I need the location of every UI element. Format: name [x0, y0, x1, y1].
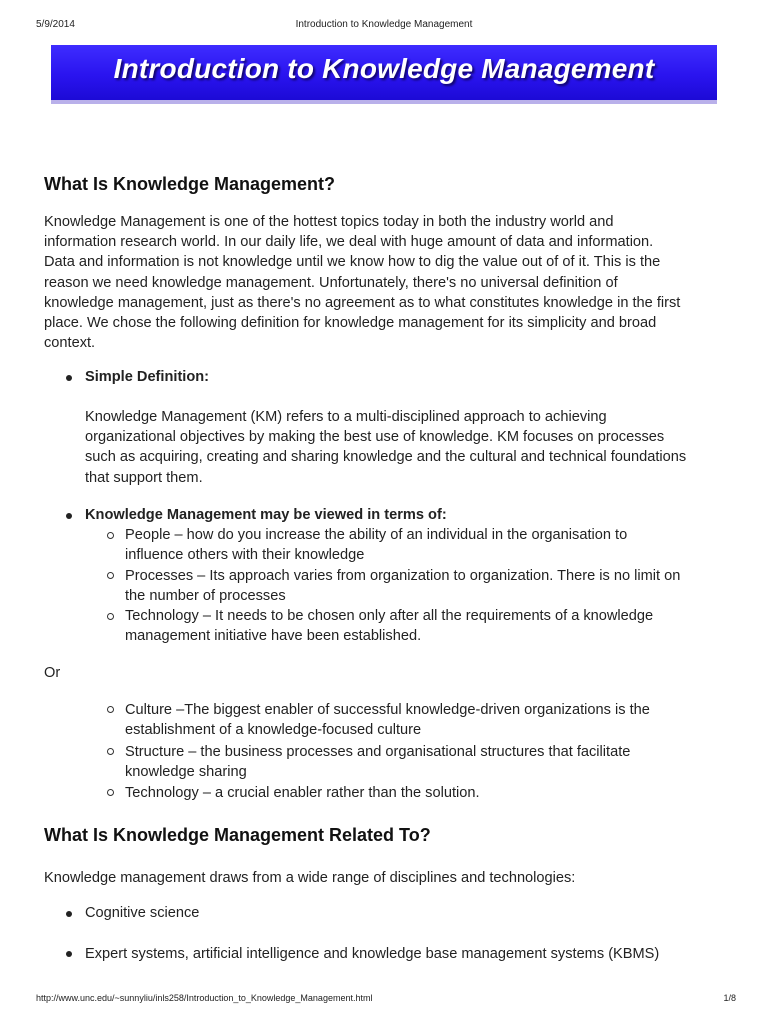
banner-title: Introduction to Knowledge Management [113, 53, 655, 84]
title-banner [51, 45, 717, 104]
intro-line: context. [44, 335, 96, 352]
item-line: Culture –The biggest enabler of successful knowledge-driven organizations is the [125, 702, 650, 718]
list-item-expert-systems: Expert systems, artificial intelligence and knowledge base management systems (KBMS) [85, 946, 660, 962]
list-item-technology-enabler [125, 783, 745, 803]
item-line: influence others with their knowledge [125, 547, 365, 564]
page-number: 1/8 [723, 993, 736, 1003]
bullet-dot [66, 951, 72, 957]
item-line: Technology – It needs to be chosen only after all the requirements of a knowledge [125, 608, 654, 624]
item-line: People – how do you increase the ability of an individual in the organisation to [125, 527, 628, 543]
sub-bullet-circle [107, 532, 114, 539]
intro-line: reason we need knowledge management. Unfortunately, there's no universal definition of [44, 274, 618, 291]
sub-bullet-circle [107, 706, 114, 713]
definition-line: Knowledge Management (KM) refers to a multi-disciplined approach to achieving [85, 409, 607, 425]
definition-line: such as acquiring, creating and sharing knowledge and the cultural and technical foundations [85, 449, 687, 466]
item-line: the number of processes [125, 588, 286, 605]
sub-bullet-circle [107, 572, 114, 579]
sub-bullet-circle [107, 789, 114, 796]
intro-line: Knowledge Management is one of the hottest topics today in both the industry world and [44, 214, 614, 230]
print-date: 5/9/2014 [36, 19, 75, 30]
related-intro: Knowledge management draws from a wide range of disciplines and technologies: [44, 870, 576, 886]
or-label: Or [44, 665, 61, 681]
sub-bullet-circle [107, 748, 114, 755]
item-line: Processes – Its approach varies from organization to organization. There is no limit on [125, 568, 681, 584]
viewed-in-terms-label: Knowledge Management may be viewed in terms of: [85, 507, 447, 523]
print-footer [0, 993, 768, 1007]
list-item-structure [125, 742, 745, 782]
sub-bullet-circle [107, 613, 114, 620]
list-item-culture [125, 700, 745, 740]
section-heading-what-is-km: What Is Knowledge Management? [44, 174, 336, 194]
item-line: management initiative have been established. [125, 628, 422, 645]
bullet-dot [66, 911, 72, 917]
list-item-cognitive-science: Cognitive science [85, 905, 200, 921]
bullet-dot [66, 375, 72, 381]
intro-paragraph [44, 212, 726, 353]
simple-definition-label: Simple Definition: [85, 369, 210, 385]
intro-line: Data and information is not knowledge until we know how to dig the value out of of it. This is the [44, 254, 661, 271]
simple-definition-text [85, 407, 735, 488]
item-line: Structure – the business processes and organisational structures that facilitate [125, 744, 631, 760]
intro-line: knowledge management, just as there's no agreement as to what constitutes knowledge in the first [44, 294, 681, 311]
section-heading-related-to: What Is Knowledge Management Related To? [44, 825, 431, 845]
item-line: establishment of a knowledge-focused culture [125, 722, 422, 739]
list-item-processes [125, 566, 745, 606]
item-line: knowledge sharing [125, 764, 247, 781]
intro-line: information research world. In our daily life, we deal with huge amount of data and information. [44, 234, 654, 251]
list-item-technology [125, 606, 745, 646]
intro-line: place. We chose the following definition for knowledge management for its simplicity and broad [44, 315, 657, 332]
definition-line: that support them. [85, 469, 203, 486]
bullet-dot [66, 513, 72, 519]
print-title: Introduction to Knowledge Management [295, 19, 473, 30]
print-header [0, 19, 768, 33]
list-item-people [125, 525, 745, 565]
definition-line: organizational objectives by making the best use of knowledge. KM focuses on processes [85, 429, 665, 446]
page-url: http://www.unc.edu/~sunnyliu/inls258/Introduction_to_Knowledge_Management.html [36, 993, 373, 1003]
item-line: Technology – a crucial enabler rather than the solution. [125, 785, 480, 801]
